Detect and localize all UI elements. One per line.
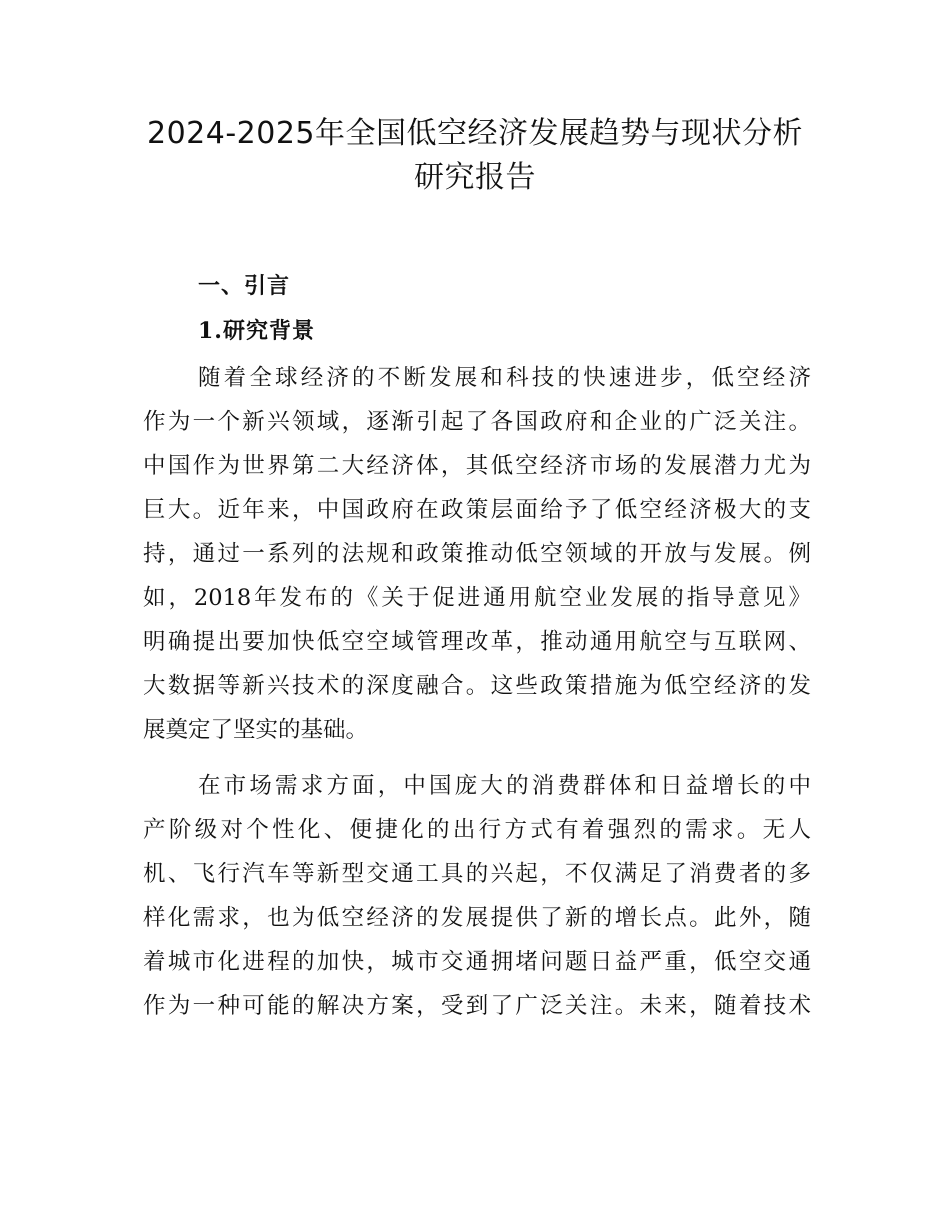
paragraph-line: 大数据等新兴技术的深度融合。这些政策措施为低空经济的发 xyxy=(143,673,811,699)
paragraph-line: 作为一种可能的解决方案，受到了广泛关注。未来，随着技术 xyxy=(143,993,811,1019)
paragraph-line: 产阶级对个性化、便捷化的出行方式有着强烈的需求。无人 xyxy=(143,817,811,843)
paragraph-line: 如，2018年发布的《关于促进通用航空业发展的指导意见》 xyxy=(143,585,811,611)
paragraph-line: 展奠定了坚实的基础。 xyxy=(143,717,369,743)
paragraph-line: 巨大。近年来，中国政府在政策层面给予了低空经济极大的支 xyxy=(143,497,811,523)
paragraph-line: 作为一个新兴领域，逐渐引起了各国政府和企业的广泛关注。 xyxy=(143,409,811,435)
paragraph-line: 着城市化进程的加快，城市交通拥堵问题日益严重，低空交通 xyxy=(143,949,811,975)
subsection-heading: 1.研究背景 xyxy=(198,318,315,344)
document-title-line-1: 2024-2025年全国低空经济发展趋势与现状分析 xyxy=(146,116,804,151)
paragraph-background-1 xyxy=(143,356,811,752)
paragraph-line: 机、飞行汽车等新型交通工具的兴起，不仅满足了消费者的多 xyxy=(143,861,811,887)
paragraph-line: 明确提出要加快低空空域管理改革，推动通用航空与互联网、 xyxy=(143,629,811,655)
paragraph-line: 持，通过一系列的法规和政策推动低空领域的开放与发展。例 xyxy=(143,541,811,567)
paragraph-line: 随着全球经济的不断发展和科技的快速进步，低空经济 xyxy=(198,365,811,391)
document-title-line-2: 研究报告 xyxy=(414,160,536,195)
paragraph-line: 在市场需求方面，中国庞大的消费群体和日益增长的中 xyxy=(198,773,811,799)
paragraph-line: 中国作为世界第二大经济体，其低空经济市场的发展潜力尤为 xyxy=(143,453,811,479)
section-heading: 一、引言 xyxy=(198,274,291,299)
paragraph-line: 样化需求，也为低空经济的发展提供了新的增长点。此外，随 xyxy=(143,905,811,931)
paragraph-background-2 xyxy=(143,764,811,1028)
